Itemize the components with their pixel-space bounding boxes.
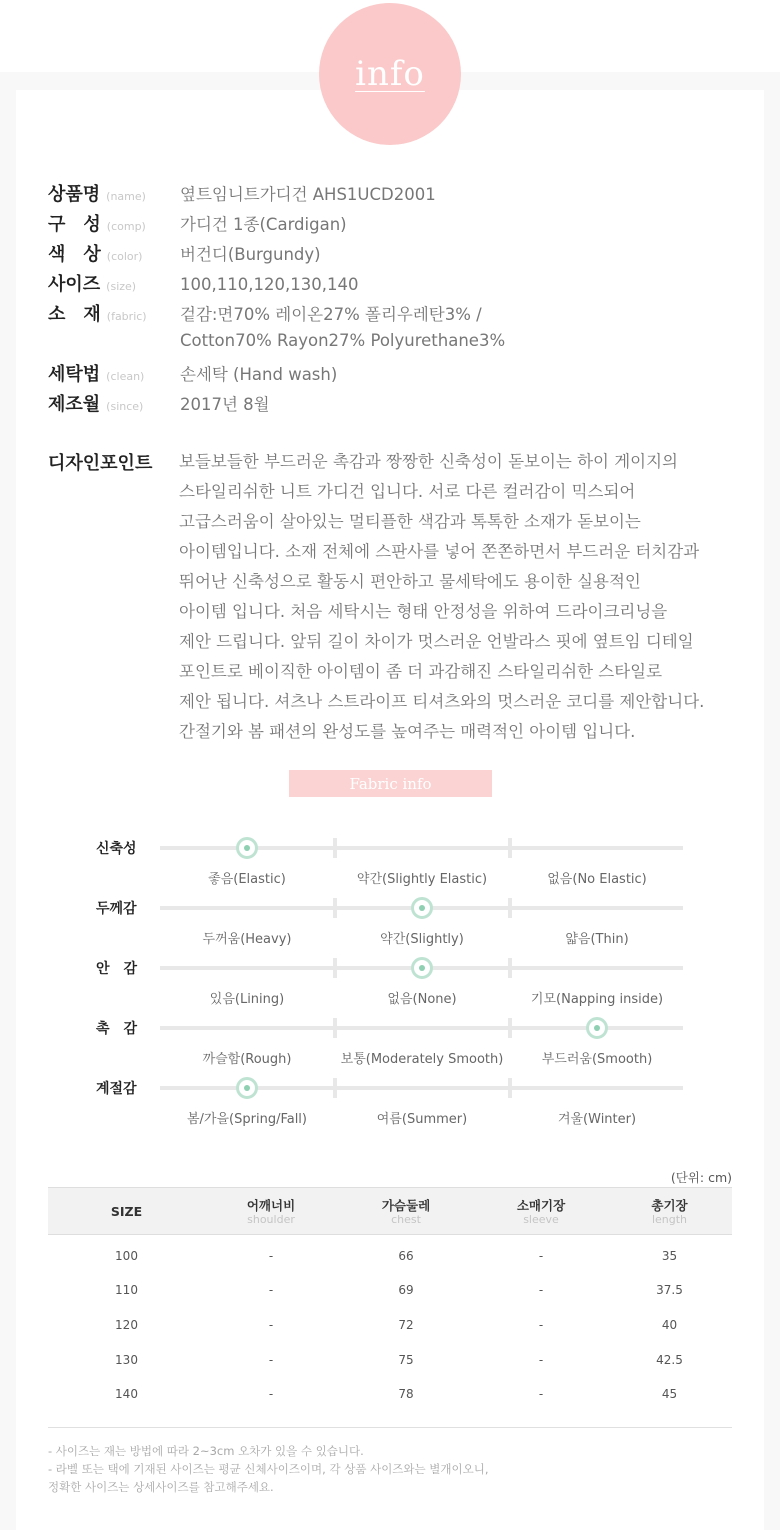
table-cell: 45: [607, 1378, 732, 1428]
fabric-scale-option: 부드러움(Smooth): [541, 1052, 653, 1067]
length-header: 총기장 length: [607, 1188, 732, 1235]
design-point-line: 아이템입니다. 소재 전체에 스판사를 넣어 쫀쫀하면서 부드러운 터치감과: [179, 542, 700, 561]
design-point-text: [179, 447, 769, 747]
fabric-scale-option: 기모(Napping inside): [530, 992, 664, 1007]
selected-dot-icon: [586, 1017, 608, 1039]
info-value: 2017년 8월: [180, 395, 270, 414]
scale-divider: [508, 1018, 512, 1038]
design-point-label: 디자인포인트: [48, 453, 153, 474]
fabric-scale-track: [160, 846, 683, 887]
info-row-fabric-en: [48, 330, 505, 354]
design-point-line: 제안 드립니다. 앞뒤 길이 차이가 멋스러운 언발라스 핏에 옆트임 디테일: [179, 632, 694, 651]
design-point-line: 아이템 입니다. 처음 세탁시는 형태 안정성을 위하여 드라이크리닝을: [179, 602, 668, 621]
table-cell: -: [538, 1283, 544, 1297]
size-unit: (단위: cm): [670, 1170, 732, 1185]
fabric-scale-option: 좋음(Elastic): [208, 872, 286, 887]
scale-divider: [508, 838, 512, 858]
info-label: 사이즈: [48, 274, 101, 295]
fabric-scale-option: 없음(None): [387, 992, 457, 1007]
fabric-scale-option: 봄/가을(Spring/Fall): [186, 1112, 308, 1127]
selected-dot-icon: [411, 897, 433, 919]
info-row-comp: [48, 210, 347, 234]
design-point-line: 제안 됩니다. 셔츠나 스트라이프 티셔츠와의 멋스러운 코디를 제안합니다.: [179, 692, 705, 711]
info-row-since: [48, 390, 270, 414]
design-point-line: 뛰어난 신축성으로 활동시 편안하고 물세탁에도 용이한 실용적인: [179, 572, 641, 591]
info-value: 손세탁 (Hand wash): [180, 365, 338, 384]
fabric-scale-row: [0, 898, 780, 958]
scale-divider: [333, 958, 337, 978]
fabric-scale-label: 신축성: [96, 841, 137, 857]
fabric-scale-label: 촉 감: [96, 1021, 138, 1037]
design-point-line: 스타일리쉬한 니트 가디건 입니다. 서로 다른 컬러감이 믹스되어: [179, 482, 636, 501]
fabric-scale-track: [160, 966, 683, 1007]
table-cell: -: [268, 1283, 274, 1297]
info-value: 가디건 1종(Cardigan): [180, 215, 347, 234]
size-header: SIZE: [48, 1188, 205, 1235]
design-point-line: 고급스러움이 살아있는 멀티플한 색감과 톡톡한 소재가 돋보이는: [179, 512, 641, 531]
info-row-color: [48, 240, 321, 264]
table-row: [48, 1378, 732, 1428]
size-table: [48, 1187, 732, 1428]
info-value: 겉감:면70% 레이온27% 폴리우레탄3% /: [180, 305, 482, 324]
fabric-scale-label: 안 감: [96, 961, 138, 977]
design-point-line: 포인트로 베이직한 아이템이 좀 더 과감해진 스타일리쉬한 스타일로: [179, 662, 663, 681]
fabric-scale-option: 보통(Moderately Smooth): [340, 1052, 504, 1067]
fabric-info-title: Fabric info: [289, 770, 492, 797]
fabric-scale-option: 약간(Slightly Elastic): [356, 872, 488, 887]
info-value: 버건디(Burgundy): [180, 245, 321, 264]
scale-divider: [333, 1078, 337, 1098]
fabric-scale-option: 겨울(Winter): [557, 1112, 637, 1127]
info-badge: [319, 3, 461, 145]
size-notes: [48, 1442, 488, 1496]
table-cell: -: [268, 1353, 274, 1367]
info-label: 소 재: [48, 304, 101, 325]
fabric-scale-row: [0, 958, 780, 1018]
design-point-line: 간절기와 봄 패션의 완성도를 높여주는 매력적인 아이템 입니다.: [179, 722, 636, 741]
fabric-scale-option: 두꺼움(Heavy): [202, 932, 292, 947]
table-cell: 69: [398, 1283, 414, 1297]
table-cell: 78: [337, 1378, 475, 1428]
fabric-scale-label: 두께감: [96, 901, 137, 917]
fabric-scale-option: 까슬함(Rough): [202, 1052, 292, 1067]
info-label: 구 성: [48, 214, 101, 235]
scale-divider: [333, 1018, 337, 1038]
sleeve-header: 소매기장 sleeve: [475, 1188, 607, 1235]
selected-dot-icon: [236, 1077, 258, 1099]
info-label: 세탁법: [48, 364, 101, 385]
info-sublabel: (since): [106, 400, 144, 413]
shoulder-header: 어깨너비 shoulder: [205, 1188, 337, 1235]
fabric-scale-label: 계절감: [96, 1081, 137, 1097]
info-label: 색 상: [48, 244, 101, 265]
fabric-scale-option: 얇음(Thin): [565, 932, 629, 947]
info-label: 제조월: [48, 394, 101, 415]
scale-divider: [508, 1078, 512, 1098]
note-line: 정확한 사이즈는 상세사이즈를 참고해주세요.: [48, 1480, 274, 1494]
info-sublabel: (fabric): [106, 310, 147, 323]
chest-header: 가슴둘레 chest: [337, 1188, 475, 1235]
table-cell: 37.5: [656, 1283, 683, 1297]
design-point-line: 보들보들한 부드러운 촉감과 짱짱한 신축성이 돋보이는 하이 게이지의: [179, 452, 678, 471]
info-value: Cotton70% Rayon27% Polyurethane3%: [180, 331, 506, 350]
table-cell: 40: [661, 1318, 678, 1332]
fabric-scale-option: 있음(Lining): [209, 992, 285, 1007]
fabric-scale-option: 없음(No Elastic): [547, 872, 647, 887]
fabric-scale-row: [0, 1018, 780, 1078]
fabric-scale-row: [0, 1078, 780, 1138]
info-row-clean: [48, 360, 337, 384]
info-label: 상품명: [48, 184, 101, 205]
info-value: 옆트임니트가디건 AHS1UCD2001: [180, 185, 436, 204]
table-cell: 42.5: [656, 1353, 683, 1367]
info-sublabel: (name): [106, 190, 146, 203]
fabric-scale-track: [160, 1026, 683, 1067]
table-cell: 66: [398, 1248, 414, 1263]
table-cell: -: [475, 1378, 607, 1428]
info-row-fabric: [48, 300, 482, 324]
table-cell: 72: [398, 1318, 414, 1332]
fabric-scale-row: [0, 838, 780, 898]
info-sublabel: (size): [106, 280, 137, 293]
table-row: [48, 1273, 732, 1308]
table-cell: -: [205, 1378, 337, 1428]
table-row: [48, 1308, 732, 1343]
table-cell: 130: [115, 1353, 138, 1367]
info-sublabel: (comp): [106, 220, 146, 233]
table-cell: 120: [115, 1318, 138, 1332]
table-cell: 35: [661, 1248, 678, 1263]
fabric-scale-track: [160, 1086, 683, 1127]
info-badge-title: info: [355, 54, 425, 94]
table-cell: -: [538, 1353, 544, 1367]
note-line: - 라벨 또는 택에 기재된 사이즈는 평균 신체사이즈이며, 각 상품 사이즈와는 별개이오니,: [48, 1462, 489, 1476]
scale-divider: [508, 898, 512, 918]
info-row-size: [48, 270, 358, 294]
table-row: [48, 1235, 732, 1273]
table-cell: -: [268, 1248, 274, 1263]
fabric-scale-track: [160, 906, 683, 947]
size-table-header: [48, 1188, 732, 1235]
table-cell: -: [538, 1318, 544, 1332]
table-row: [48, 1343, 732, 1378]
info-sublabel: (color): [106, 250, 143, 263]
fabric-scale-option: 여름(Summer): [376, 1112, 468, 1127]
selected-dot-icon: [236, 837, 258, 859]
table-cell: -: [538, 1248, 544, 1263]
table-cell: 75: [398, 1353, 414, 1367]
info-row-name: [48, 180, 436, 204]
info-value: 100,110,120,130,140: [180, 275, 359, 294]
scale-divider: [333, 898, 337, 918]
info-sublabel: (clean): [106, 370, 145, 383]
table-cell: -: [268, 1318, 274, 1332]
table-cell: 100: [115, 1248, 138, 1263]
table-cell: 140: [48, 1378, 205, 1428]
fabric-scale-option: 약간(Slightly): [380, 932, 464, 947]
selected-dot-icon: [411, 957, 433, 979]
note-line: - 사이즈는 재는 방법에 따라 2~3cm 오차가 있을 수 있습니다.: [48, 1444, 364, 1458]
scale-divider: [333, 838, 337, 858]
scale-divider: [508, 958, 512, 978]
table-cell: 110: [115, 1283, 138, 1297]
